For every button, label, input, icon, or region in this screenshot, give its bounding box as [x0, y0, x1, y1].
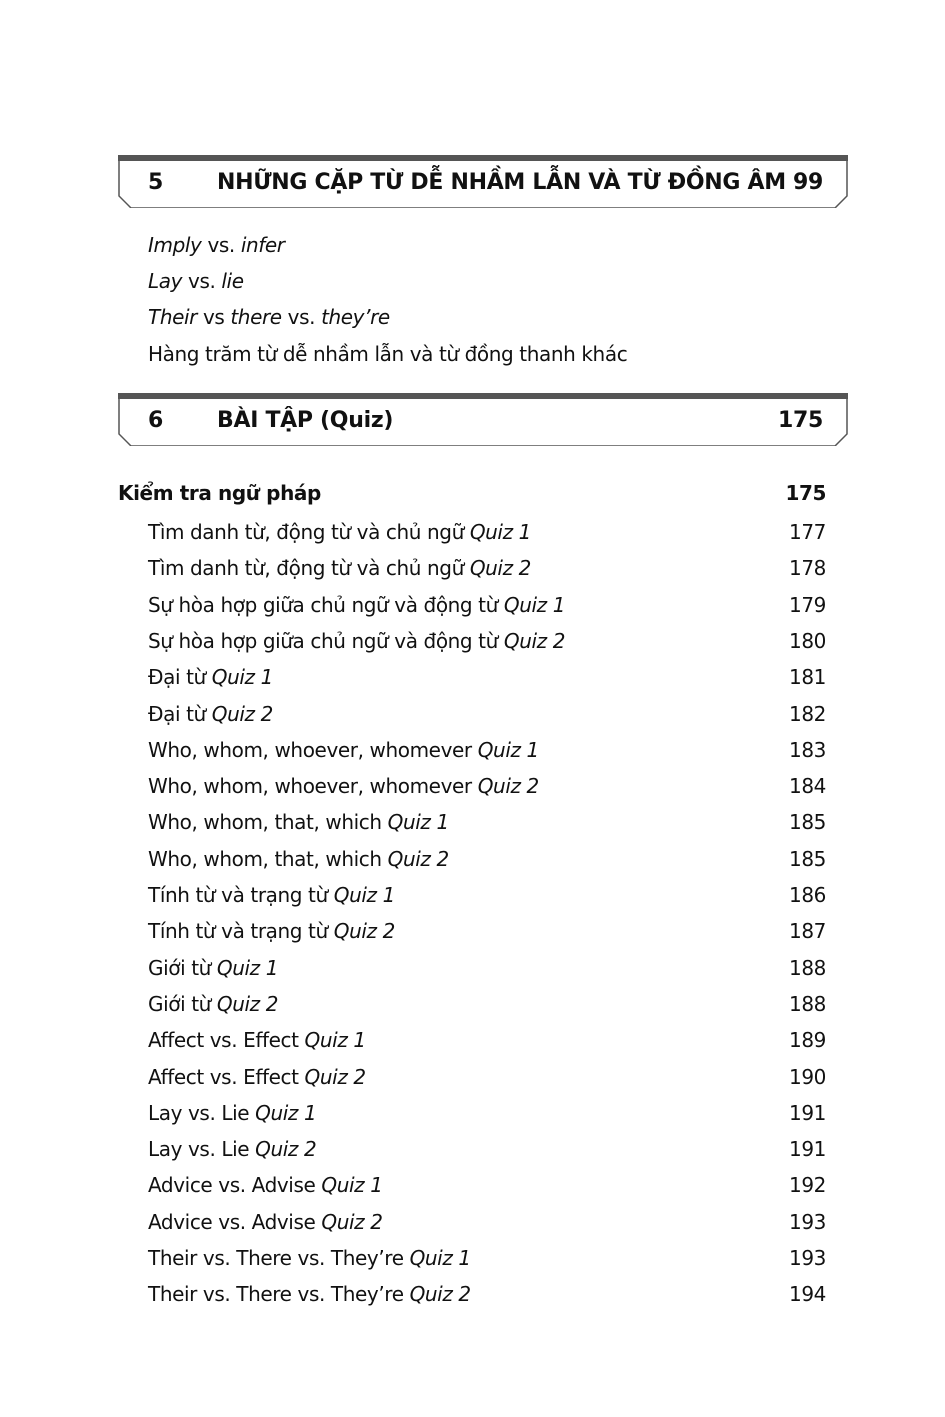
toc-row-title: Sự hòa hợp giữa chủ ngữ và động từ: [148, 592, 504, 617]
toc-row-quiz: Quiz 1: [304, 1028, 366, 1053]
toc-row-title: Lay vs. Lie: [148, 1137, 256, 1162]
toc-row[interactable]: [148, 1280, 826, 1308]
toc-entry[interactable]: [148, 340, 627, 368]
toc-row-quiz: Quiz 2: [387, 846, 449, 871]
toc-row-label: [148, 1280, 471, 1308]
toc-row-label: [148, 954, 278, 982]
toc-row[interactable]: [148, 1244, 826, 1272]
section-title: Kiểm tra ngữ pháp: [118, 481, 321, 505]
toc-row[interactable]: [148, 881, 826, 909]
toc-row[interactable]: [148, 518, 826, 546]
toc-row-quiz: Quiz 2: [216, 991, 279, 1016]
section-heading[interactable]: [118, 479, 826, 507]
toc-row-label: [148, 1135, 316, 1163]
toc-row-title: Giới từ: [148, 955, 217, 980]
toc-row-page-number: 191: [789, 1100, 826, 1125]
toc-row-quiz: Quiz 1: [387, 810, 449, 835]
toc-row-quiz: Quiz 2: [211, 701, 273, 726]
toc-row-quiz: Quiz 1: [211, 665, 273, 690]
toc-row[interactable]: [148, 1063, 826, 1091]
toc-row-page-number: 184: [789, 774, 826, 799]
toc-row-quiz: Quiz 2: [503, 628, 566, 653]
toc-row-quiz: Quiz 1: [321, 1173, 383, 1198]
chapter-number: 5: [148, 170, 164, 195]
chapter-5-header: [118, 155, 848, 208]
entry-sep: vs: [196, 305, 231, 329]
toc-row-label: [148, 518, 531, 546]
toc-row-page-number: 183: [789, 737, 826, 762]
toc-row-page-number: 177: [789, 520, 826, 544]
toc-row-label: [148, 845, 449, 873]
toc-row[interactable]: [148, 627, 826, 655]
entry-sep: vs.: [281, 305, 322, 329]
toc-row[interactable]: [148, 700, 826, 728]
toc-row[interactable]: [148, 917, 826, 945]
toc-row[interactable]: [148, 736, 826, 764]
entry-term: infer: [240, 233, 285, 257]
toc-row[interactable]: [148, 1171, 826, 1199]
toc-row-quiz: Quiz 1: [477, 737, 539, 762]
toc-row-quiz: Quiz 1: [255, 1100, 317, 1125]
toc-row-page-number: 186: [789, 883, 826, 907]
toc-row-label: [148, 990, 278, 1018]
toc-row-label: [148, 1244, 471, 1272]
toc-row-page-number: 189: [789, 1028, 826, 1053]
toc-row[interactable]: [148, 1208, 826, 1236]
toc-row[interactable]: [148, 845, 826, 873]
toc-row-title: Who, whom, whoever, whomever: [148, 737, 478, 762]
toc-row-label: [148, 881, 395, 909]
toc-row[interactable]: [148, 1099, 826, 1127]
toc-row-quiz: Quiz 1: [503, 592, 566, 617]
toc-row-quiz: Quiz 2: [304, 1064, 366, 1089]
toc-row-title: Their vs. There vs. They’re: [148, 1282, 410, 1307]
toc-row-label: [148, 1026, 366, 1054]
toc-row-quiz: Quiz 2: [477, 774, 539, 799]
chapter-number: 6: [148, 408, 164, 433]
toc-row-title: Affect vs. Effect: [148, 1028, 305, 1053]
toc-row[interactable]: [148, 554, 826, 582]
chapter-6-header: [118, 393, 848, 446]
toc-row-page-number: 180: [789, 628, 826, 653]
toc-row-page-number: 194: [789, 1282, 826, 1307]
toc-row-page-number: 185: [789, 846, 826, 871]
toc-row-page-number: 187: [789, 919, 826, 944]
toc-row-label: [148, 772, 539, 800]
toc-row-quiz: Quiz 2: [321, 1209, 383, 1234]
toc-row[interactable]: [148, 808, 826, 836]
entry-term: Their: [148, 305, 197, 329]
toc-row-page-number: 190: [789, 1064, 826, 1089]
toc-row-label: [148, 700, 273, 728]
toc-row-label: [148, 663, 273, 691]
toc-row-title: Who, whom, that, which: [148, 810, 388, 835]
toc-row-quiz: Quiz 2: [409, 1282, 471, 1307]
toc-row-label: [148, 917, 395, 945]
toc-row[interactable]: [148, 663, 826, 691]
entry-sep: vs.: [182, 269, 222, 293]
toc-row-title: Advice vs. Advise: [148, 1209, 322, 1234]
toc-row-label: [148, 1208, 383, 1236]
toc-row-title: Giới từ: [148, 991, 217, 1016]
toc-row-label: [148, 1063, 366, 1091]
toc-entry[interactable]: [148, 303, 390, 331]
toc-row-page-number: 181: [789, 665, 826, 690]
toc-entry[interactable]: [148, 267, 244, 295]
toc-row-title: Advice vs. Advise: [148, 1173, 322, 1198]
toc-row-quiz: Quiz 1: [333, 883, 395, 907]
toc-row-page-number: 182: [789, 701, 826, 726]
entry-term: Imply: [148, 233, 202, 257]
toc-row-page-number: 178: [789, 556, 826, 581]
toc-row-title: Their vs. There vs. They’re: [148, 1246, 410, 1270]
section-page-number: 175: [785, 481, 826, 505]
toc-row-title: Sự hòa hợp giữa chủ ngữ và động từ: [148, 628, 504, 653]
chapter-page-number: 175: [777, 408, 823, 433]
toc-row-title: Affect vs. Effect: [148, 1064, 305, 1089]
toc-row-page-number: 193: [789, 1209, 826, 1234]
toc-row-title: Tính từ và trạng từ: [148, 919, 334, 944]
toc-row-title: Đại từ: [148, 701, 212, 726]
toc-row-label: [148, 591, 565, 619]
toc-row-title: Đại từ: [148, 665, 212, 690]
entry-sep: vs.: [201, 233, 241, 257]
toc-row-title: Who, whom, whoever, whomever: [148, 774, 478, 799]
toc-entry[interactable]: [148, 231, 285, 259]
toc-row-title: Tìm danh từ, động từ và chủ ngữ: [148, 520, 470, 544]
chapter-title: NHỮNG CẶP TỪ DỄ NHẦM LẪN VÀ TỪ ĐỒNG ÂM: [217, 170, 786, 195]
entry-term: they’re: [321, 305, 390, 329]
toc-row-page-number: 193: [789, 1246, 826, 1270]
toc-row-page-number: 191: [789, 1137, 826, 1162]
entry-term: there: [230, 305, 282, 329]
toc-row-quiz: Quiz 2: [469, 556, 531, 581]
toc-row-quiz: Quiz 2: [255, 1137, 317, 1162]
toc-row[interactable]: [148, 591, 826, 619]
toc-row[interactable]: [148, 1135, 826, 1163]
toc-row-page-number: 188: [789, 991, 826, 1016]
toc-row-quiz: Quiz 2: [333, 919, 395, 944]
toc-row-page-number: 192: [789, 1173, 826, 1198]
toc-row-title: Who, whom, that, which: [148, 846, 388, 871]
chapter-title: BÀI TẬP (Quiz): [217, 408, 394, 433]
toc-row-title: Tính từ và trạng từ: [148, 883, 334, 907]
toc-row-label: [148, 1099, 316, 1127]
toc-row-quiz: Quiz 1: [469, 520, 531, 544]
toc-row-quiz: Quiz 1: [409, 1246, 471, 1270]
entry-term: lie: [221, 269, 244, 293]
toc-row-label: [148, 808, 449, 836]
entry-text: Hàng trăm từ dễ nhầm lẫn và từ đồng thanh khác: [148, 342, 628, 366]
toc-row[interactable]: [148, 772, 826, 800]
chapter-page-number: 99: [792, 170, 823, 195]
toc-row-label: [148, 554, 531, 582]
toc-row-page-number: 185: [789, 810, 826, 835]
toc-row-label: [148, 1171, 383, 1199]
toc-row-quiz: Quiz 1: [216, 955, 279, 980]
toc-row-page-number: 188: [789, 955, 826, 980]
toc-row-label: [148, 736, 539, 764]
toc-row-title: Tìm danh từ, động từ và chủ ngữ: [148, 556, 470, 581]
toc-row[interactable]: [148, 954, 826, 982]
entry-term: Lay: [148, 269, 183, 293]
toc-row-label: [148, 627, 565, 655]
toc-row[interactable]: [148, 990, 826, 1018]
toc-row[interactable]: [148, 1026, 826, 1054]
toc-row-title: Lay vs. Lie: [148, 1100, 256, 1125]
toc-row-page-number: 179: [789, 592, 826, 617]
